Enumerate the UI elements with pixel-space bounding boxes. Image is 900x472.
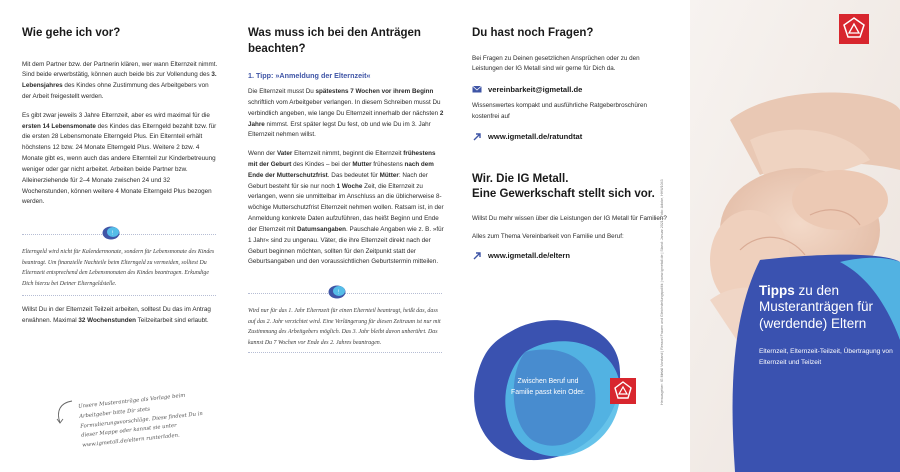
ig-metall-logo bbox=[610, 378, 636, 404]
divider-note-2 bbox=[248, 289, 442, 296]
divider-note-1 bbox=[22, 230, 216, 237]
cover-photo-illustration bbox=[690, 0, 900, 472]
email-address[interactable]: vereinbarkeit@igmetall.de bbox=[488, 84, 583, 94]
link-eltern[interactable] bbox=[472, 251, 690, 261]
para-brochures: Wissenswertes kompakt und ausführliche Ratgeberbroschüren kostenfrei auf bbox=[472, 102, 647, 120]
para-compatibility: Alles zum Thema Vereinbarkeit von Familie und Beruf: bbox=[472, 232, 624, 240]
ig-metall-logo bbox=[839, 14, 869, 44]
arrow-link-icon bbox=[472, 132, 482, 142]
cover-title-area bbox=[759, 283, 895, 369]
para-part-time: Willst Du in der Elternzeit Teilzeit arbeiten, solltest Du das im Antrag erwähnen. Maximal 32 Wochenstunden Teilzeitarbeit sind erlaubt. bbox=[22, 306, 211, 325]
heading-we-ig-metall bbox=[472, 172, 690, 203]
link-eltern-text[interactable]: www.igmetall.de/eltern bbox=[488, 251, 571, 261]
link-ratundtat[interactable] bbox=[472, 132, 690, 142]
heading-questions: Du hast noch Fragen? bbox=[472, 27, 594, 39]
para-contact: Bei Fragen zu Deinen gesetzlichen Ansprüchen oder zu den Leistungen der IG Metall sind wir gerne für Dich da. bbox=[472, 54, 640, 73]
heading-we-line2: Eine Gewerkschaft stellt sich vor. bbox=[472, 188, 655, 201]
svg-text:!: ! bbox=[112, 230, 114, 237]
subheading-tip-1: 1. Tipp: »Anmeldung der Elternzeit« bbox=[248, 71, 371, 81]
heading-how-to-proceed: Wie gehe ich vor? bbox=[22, 27, 121, 39]
svg-text:!: ! bbox=[338, 289, 340, 296]
email-link[interactable] bbox=[472, 84, 690, 94]
para-parental-allowance: Es gibt zwar jeweils 3 Jahre Elternzeit, aber es wird maximal für die ersten 14 Lebensmonate des Kindes das Elterngeld bezahlt bzw. für die ersten 28 Lebensmonate Elterngeld Plus. Ein Elternteil erhält höchstens 12 bzw. 24 Monate Elterngeld Plus. Weitere 2 bzw. 4 Monate gibt es, wenn auch das andere Elternteil zur Kinderbetreuung weniger oder gar nicht arbeitet. Arbeiten beide Partner bzw. Alleinerziehende für 2–4 Monate zwischen 24 und 32 Wochenstunden, können weitere 4 Monate Elterngeld Plus bezogen werden. bbox=[22, 111, 217, 206]
handwritten-note: Unsere Musteranträge als Vorlage beim Arbeitgeber bitte Dir stets Formulierungsvorschläge. Diese findest Du in dieser Mappe oder kannst sie unter www.igmetall.de/eltern runterladen. bbox=[77, 392, 204, 449]
cover-title-bold: Tipps bbox=[759, 283, 795, 298]
para-more-info: Willst Du mehr wissen über die Leistungen der IG Metall für Familien? bbox=[472, 214, 667, 222]
publisher-imprint: Herausgeber: IG Metall Vorstand | Ressort Frauen und Gleichstellungspolitik | www.igmetall.de | Stand: Januar 2021 | Foto: Adobe, HHW1043 bbox=[660, 179, 664, 405]
mail-icon bbox=[472, 84, 482, 94]
divider-note-1-end bbox=[22, 295, 216, 296]
curved-arrow-icon bbox=[52, 397, 76, 427]
para-deadline: Die Elternzeit musst Du spätestens 7 Wochen vor ihrem Beginn schriftlich vom Arbeitgeber verlangen. In diesem Schreiben musst Du verbindlich angeben, wie lange Du Elternzeit innerhalb der nächsten 2 Jahre nimmst. Erst später legst Du fest, ob und wie Du im 3. Jahr Elternzeit nehmen willst. bbox=[248, 88, 444, 139]
cover-panel bbox=[690, 0, 900, 472]
panel-application-notes bbox=[225, 0, 450, 472]
note-elterngeld: Elterngeld wird nicht für Kalendermonate, sondern für Lebensmonate des Kindes beantragt. Um finanzielle Nachteile beim Elterngeld zu vermeiden, solltest Du Elternzeit entsprechend den Lebensmonaten des Kindes beantragen. Erkundige Dich hierzu bei Deiner Elterngeldstelle. bbox=[22, 249, 215, 287]
heading-application-notes: Was muss ich bei den Anträgen beachten? bbox=[248, 27, 421, 55]
divider-note-2-end bbox=[248, 352, 442, 353]
cover-title bbox=[759, 283, 895, 332]
speech-bubble-icon bbox=[328, 285, 346, 300]
cover-title-rest: zu den Musteranträgen für (werdende) Eltern bbox=[759, 283, 874, 331]
heading-we-line1: Wir. Die IG Metall. bbox=[472, 172, 569, 185]
cover-subtitle: Elternzeit, Elternzeit-Teilzeit, Übertragung von Elternzeit und Teilzeit bbox=[759, 348, 893, 366]
slogan-text: Zwischen Beruf und Familie passt kein Oder. bbox=[511, 378, 585, 397]
para-partner-clarify: Mit dem Partner bzw. der Partnerin klären, wer wann Elternzeit nimmt. Sind beide erwerbstätig, können auch beide bis zur Vollendung des 3. Lebensjahres des Kindes ohne Zustimmung des Arbeitgebers von der Arbeit freigestellt werden. bbox=[22, 60, 218, 100]
speech-bubble-icon bbox=[102, 226, 120, 241]
note-first-year: Wird nur für das 1. Jahr Elternzeit für einen Elternteil beantragt, heißt das, dass auf das 2. Jahr verzichtet wird. Eine Verlängerung für diesen Zeitraum ist nur mit Zustimmung des Arbeitgebers möglich. Das 3. Jahr bleibt davon unberührt. Das kannst Du 7 Wochen vor Ende des 2. Jahres beantragen. bbox=[248, 308, 441, 346]
link-ratundtat-text[interactable]: www.igmetall.de/ratundtat bbox=[488, 132, 583, 142]
arrow-link-icon bbox=[472, 251, 482, 261]
para-father-mother: Wenn der Vater Elternzeit nimmt, beginnt die Elternzeit frühestens mit der Geburt des Kindes – bei der Mutter frühestens nach dem Ende der Mutterschutzfrist. Das bedeutet für Mütter: Nach der Geburt besteht für sie nur noch 1 Woche Zeit, die Elternzeit zu verlangen, wenn sie unmittelbar im Anschluss an die üblicherweise 8-wöchige Mutterschutzfrist Elternzeit nehmen wollen. Ratsam ist, in der Anmeldung konkrete Daten aufzuführen, das heißt Beginn und Ende der Elternzeit mit Datumsangaben. Pauschale Angaben wie z. B. »für 1 Jahr« sind zu ungenau. Väter, die ihre Elternzeit direkt nach der Geburt beginnen möchten, sollten für den Zeitpunkt statt der Geburtsangaben und den voraussichtlichen Geburtstermin mitteilen. bbox=[248, 150, 444, 266]
